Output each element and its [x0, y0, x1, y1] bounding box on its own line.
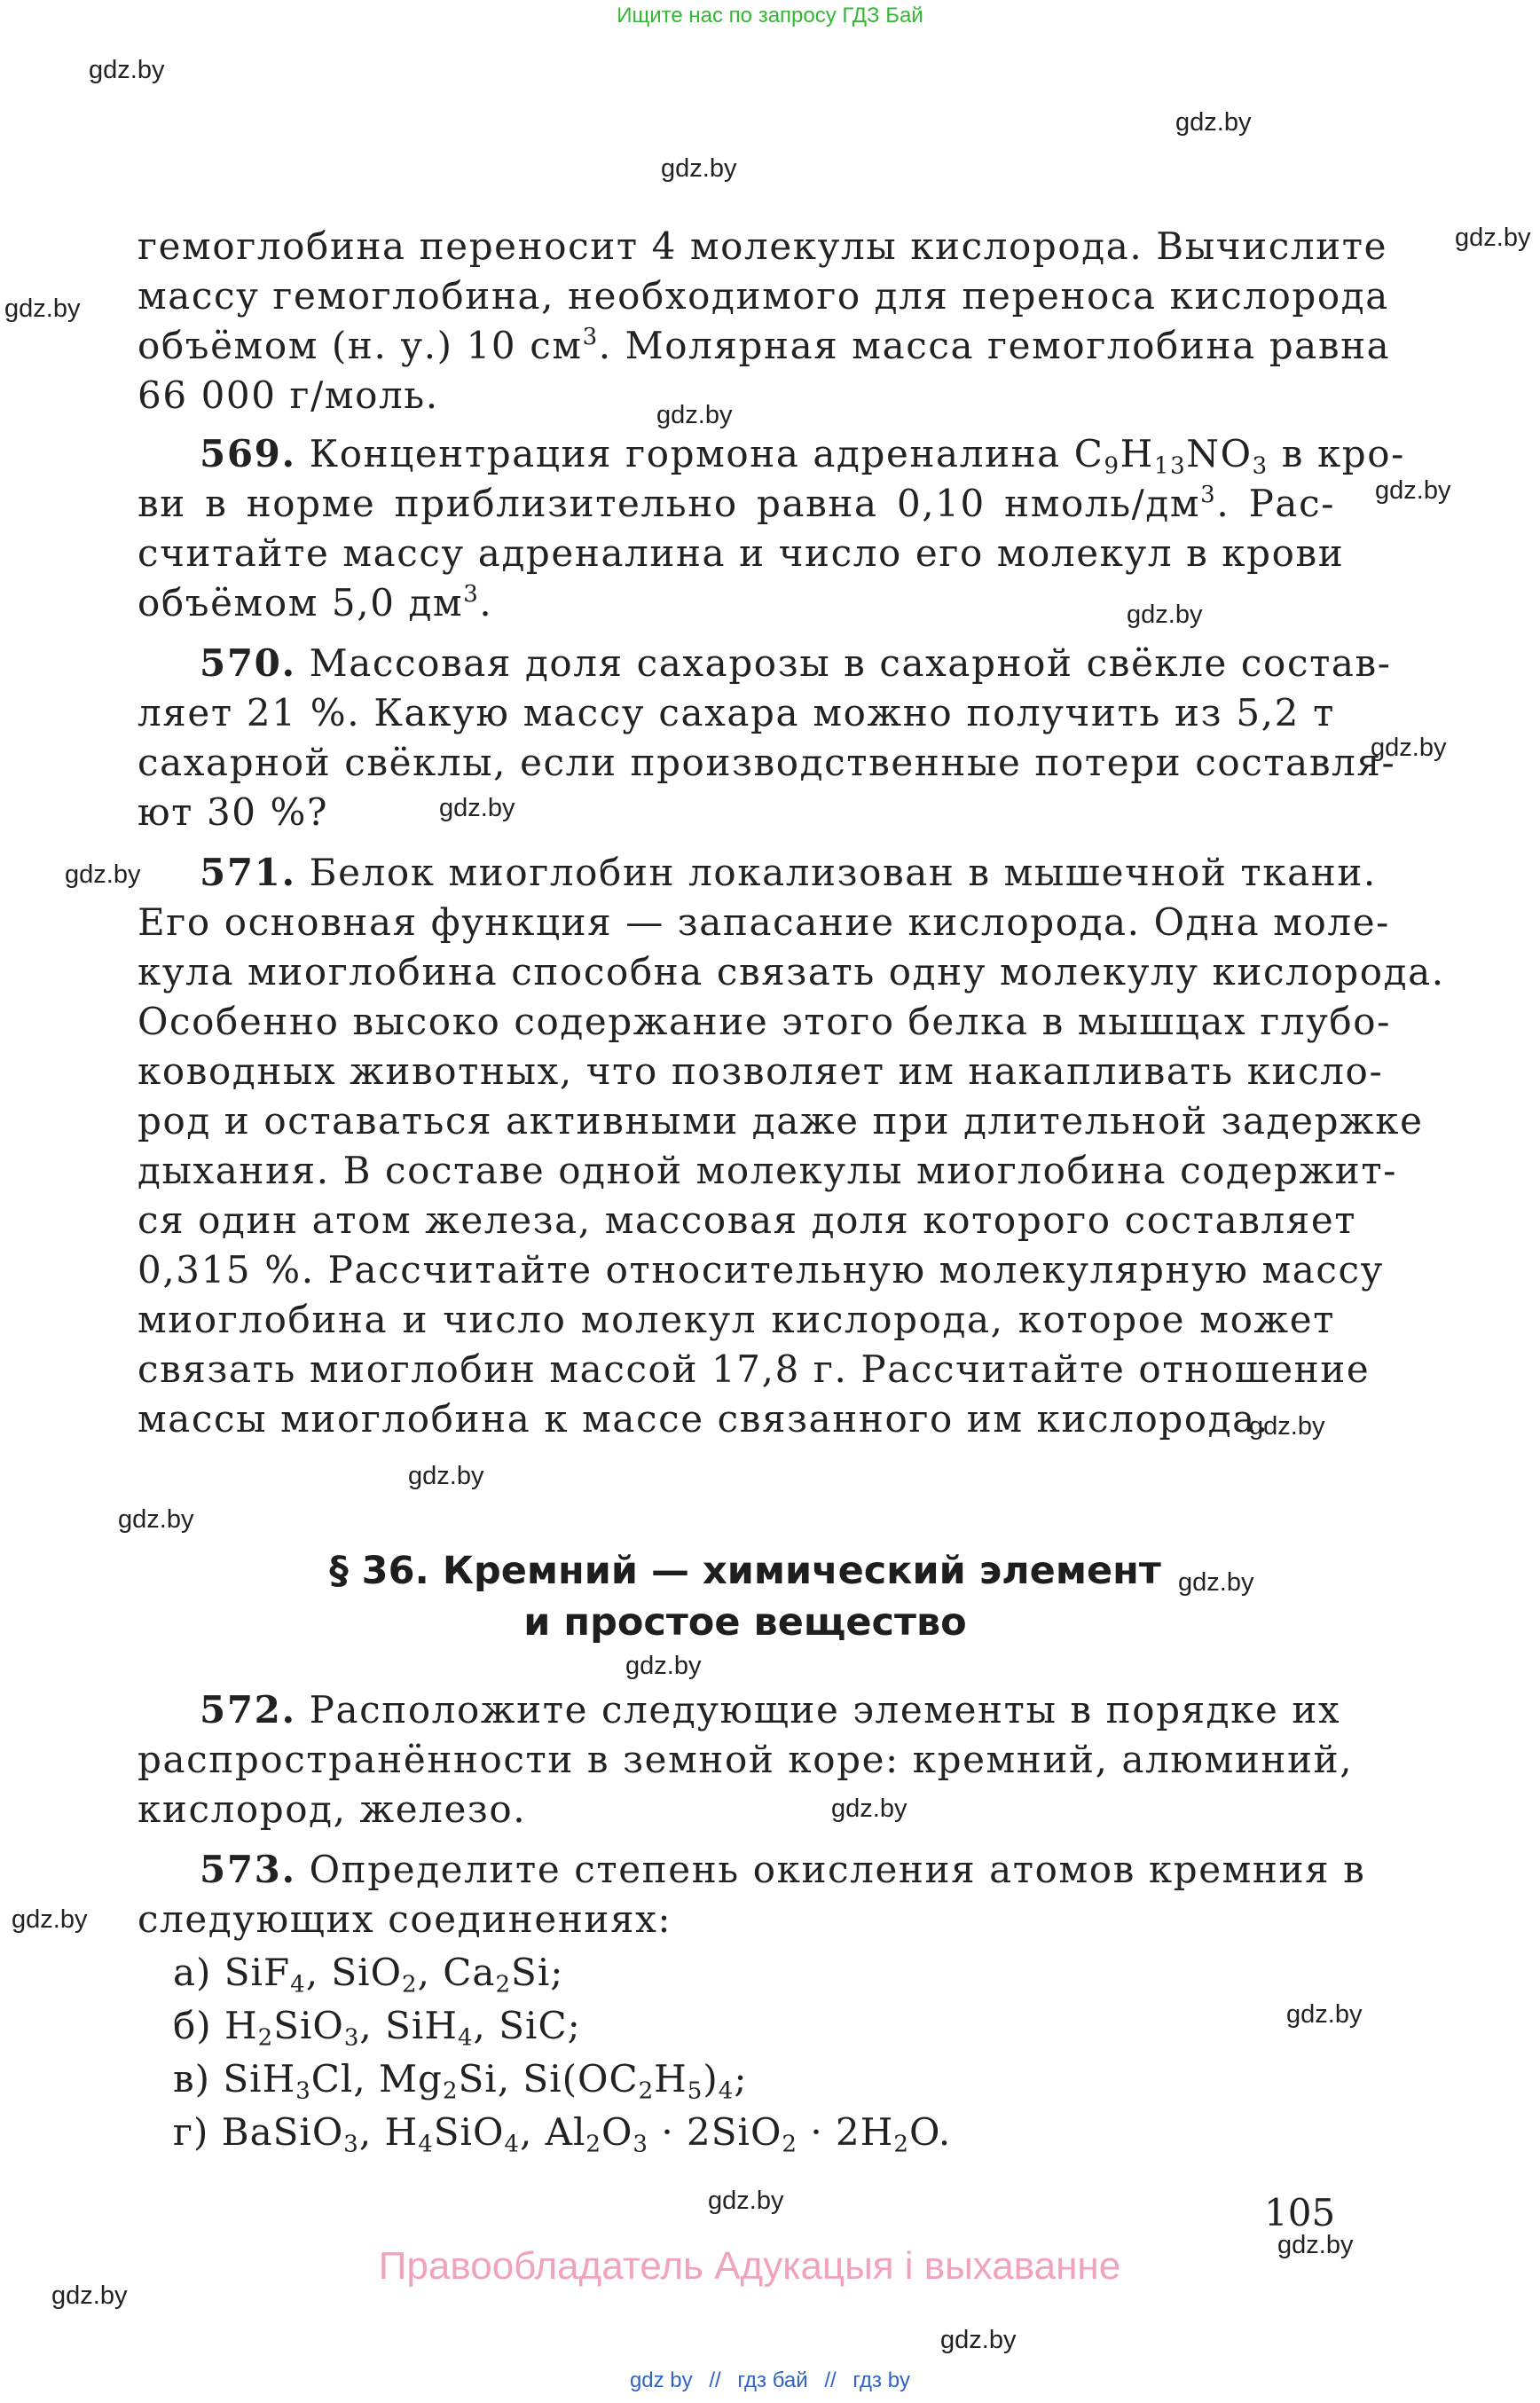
text-line: объёмом 5,0 $дм^3$.	[138, 580, 493, 624]
text-line: массы миоглобина к массе связанного им кислорода.	[138, 1397, 1269, 1441]
problem-number: 572.	[200, 1688, 296, 1732]
option-d: г) BaSiO$_3$, $H_4SiO_4$, $Al_2O_3 \cdot 2SiO_2 \cdot 2H_2O$.	[173, 2110, 952, 2158]
watermark: gdz.by	[831, 1794, 908, 1823]
watermark: gdz.by	[1375, 476, 1451, 505]
problem-number: 569.	[200, 432, 296, 475]
bottom-links	[0, 2368, 1540, 2393]
watermark: gdz.by	[118, 1505, 194, 1534]
watermark: gdz.by	[661, 154, 737, 183]
problem-number: 573.	[200, 1848, 296, 1891]
bottom-link[interactable]: gdz by	[629, 2368, 693, 2392]
watermark: gdz.by	[65, 860, 141, 889]
section-heading: § 36. Кремний — химический элемент	[329, 1549, 1161, 1593]
text-line: связать миоглобин массой 17,8 г. Рассчитайте отношение	[138, 1347, 1371, 1391]
problem-number: 570.	[200, 641, 296, 685]
text-line: кислород, железо.	[138, 1787, 527, 1831]
text-line: 0,315 %. Рассчитайте относительную молекулярную массу	[138, 1248, 1384, 1292]
watermark: gdz.by	[1455, 224, 1531, 252]
text-line: следующих соединениях:	[138, 1897, 672, 1941]
text-line: 570. Массовая доля сахарозы в сахарной свёкле состав-	[200, 641, 1392, 685]
text-line: миоглобина и число молекул кислорода, которое может	[138, 1298, 1335, 1341]
watermark: gdz.by	[656, 401, 733, 429]
text-line: массу гемоглобина, необходимого для переноса кислорода	[138, 274, 1389, 318]
text-line: гемоглобина переносит 4 молекулы кислорода. Вычислите	[138, 224, 1388, 268]
text-line: ководных животных, что позволяет им накапливать кисло-	[138, 1049, 1384, 1093]
text-line: ви в норме приблизительно равна 0,10 нмоль/$дм^3$. Рас-	[138, 481, 1335, 525]
copyright-footer: Правообладатель Адукацыя і выхаванне	[378, 2244, 1121, 2288]
text-line: род и оставаться активными даже при длительной задержке	[138, 1099, 1424, 1143]
watermark: gdz.by	[1127, 601, 1203, 629]
text-line: 66 000 г/моль.	[138, 373, 439, 417]
watermark: gdz.by	[89, 56, 165, 84]
option-c: в) SiH$_3$Cl, $Mg_2Si$, $Si(OC_2H_5)_4$;	[173, 2057, 748, 2105]
text-line: кула миоглобина способна связать одну молекулу кислорода.	[138, 950, 1445, 993]
separator: //	[824, 2368, 837, 2392]
text-line: ся один атом железа, массовая доля которого составляет	[138, 1198, 1357, 1242]
text-line: ляет 21 %. Какую массу сахара можно получить из 5,2 т	[138, 691, 1335, 734]
watermark: gdz.by	[625, 1652, 702, 1680]
watermark: gdz.by	[1277, 2231, 1354, 2259]
watermark: gdz.by	[439, 794, 515, 822]
text-line: 572. Расположите следующие элементы в порядке их	[200, 1688, 1341, 1732]
watermark: gdz.by	[51, 2281, 128, 2310]
watermark: gdz.by	[1286, 2000, 1363, 2029]
text-line: 571. Белок миоглобин локализован в мышечной ткани.	[200, 851, 1377, 894]
option-a: а) SiF$_4$, SiO$_2$, $Ca_2Si$;	[173, 1951, 564, 1999]
text-line: 573. Определите степень окисления атомов кремния в	[200, 1848, 1366, 1891]
separator: //	[709, 2368, 721, 2392]
text-line: Особенно высоко содержание этого белка в мышцах глубо-	[138, 1000, 1391, 1043]
top-search-link[interactable]: Ищите нас по запросу ГДЗ Бай	[617, 4, 923, 27]
text-line: сахарной свёклы, если производственные потери составля-	[138, 741, 1396, 784]
watermark: gdz.by	[1371, 734, 1447, 762]
watermark: gdz.by	[4, 294, 81, 323]
watermark: gdz.by	[940, 2326, 1017, 2354]
text-line: объёмом (н. у.) 10 $см^3$. Молярная масса гемоглобина равна	[138, 323, 1391, 367]
text-line: Его основная функция — запасание кислорода. Одна моле-	[138, 900, 1390, 944]
section-heading: и простое вещество	[523, 1600, 967, 1645]
bottom-link[interactable]: гдз by	[852, 2368, 911, 2392]
text-line: 569. Концентрация гормона адреналина $C_9H_{13}NO_3$ в кро-	[200, 432, 1405, 480]
watermark: gdz.by	[408, 1462, 484, 1490]
watermark: gdz.by	[1175, 108, 1252, 137]
text-line: дыхания. В составе одной молекулы миоглобина содержит-	[138, 1149, 1398, 1192]
text-line: считайте массу адреналина и число его молекул в крови	[138, 531, 1345, 575]
watermark: gdz.by	[708, 2187, 784, 2215]
text-line: ют 30 %?	[138, 790, 329, 834]
watermark: gdz.by	[12, 1905, 88, 1934]
watermark: gdz.by	[1249, 1412, 1325, 1441]
problem-number: 571.	[200, 851, 296, 894]
page-number: 105	[1264, 2191, 1336, 2234]
watermark: gdz.by	[1178, 1568, 1254, 1597]
option-b: б) $H_2SiO_3$, SiH$_4$, SiC;	[173, 2004, 581, 2052]
text-line: распространённости в земной коре: кремний, алюминий,	[138, 1738, 1354, 1781]
bottom-link[interactable]: гдз бай	[737, 2368, 808, 2392]
